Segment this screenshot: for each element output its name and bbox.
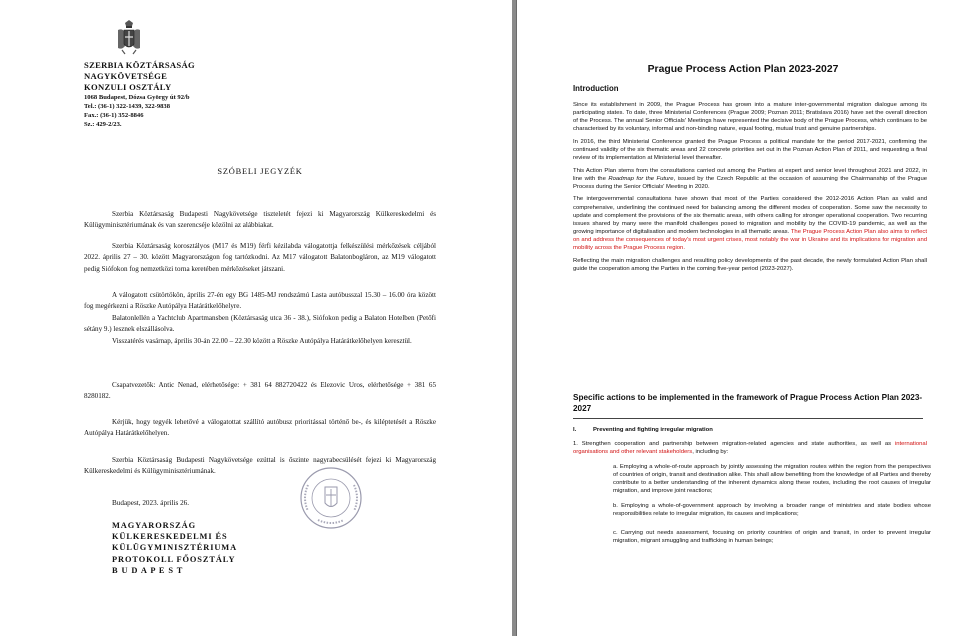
paragraph-text: A válogatott csütörtökön, április 27-én egy BG 1485-MJ rendszámú Lasta autóbusszal 15.30 – 16.00 óra között fog megérkezni a Röszke Autópálya Határátkelőhelyre. <box>84 291 436 311</box>
letterhead-line: NAGYKÖVETSÉGE <box>84 71 168 81</box>
letterhead-tel: Tel.: (36-1) 322-1439, 322-9838 <box>84 103 171 110</box>
paragraph <box>84 241 436 275</box>
letter-date: Budapest, 2023. április 26. <box>112 499 190 507</box>
letterhead-fax: Fax.: (36-1) 352-8846 <box>84 112 144 119</box>
section-number: I. <box>573 427 577 433</box>
intro-text: This Action Plan stems from the consultations carried out among the Parties at expert and senior level throughout 2021 and 2022, in line with the <box>573 167 927 182</box>
highlighted-red-text: international organisations and other relevant stakeholders <box>573 441 927 456</box>
paragraph-text: Szerbia Köztársaság Budapesti Nagykövetsége ezúttal is őszinte nagyrabecsülését fejezi ki Magyarország Külkereskedelmi és Külügyminisztériumának. <box>84 456 436 476</box>
action-plan-title: Prague Process Action Plan 2023-2027 <box>647 64 839 75</box>
embassy-letterhead <box>84 60 384 129</box>
roadmap-italic-text: Roadmap for the Future <box>608 175 674 182</box>
paragraph-text: Csapatvezetők: Antic Nenad, elérhetősége: + 381 64 882720422 és Elezovic Uros, elérhetősége + 381 65 8280182. <box>84 381 436 401</box>
specific-actions-heading: Specific actions to be implemented in the framework of Prague Process Action Plan 2023-2027 <box>573 393 923 413</box>
point-text <box>573 440 927 456</box>
letterhead-reference: Sz.: 429-2/23. <box>84 121 122 128</box>
paragraph-text: Visszatérés vasárnap, április 30-án 22.00 – 22.30 között a Röszke Autópálya Határátkelőhelyen keresztül. <box>112 337 412 345</box>
intro-paragraph <box>573 195 927 252</box>
paragraph <box>84 336 436 347</box>
intro-paragraph: In 2016, the third Ministerial Conference granted the Prague Process a political mandate for the period 2017-2021, confirming the continued validity of the six thematic areas and 22 concrete priorities set out in the Poznan Action Plan of 2011, and requesting a final review of its implementation at Ministerial level thereafter. <box>573 138 927 162</box>
recipient-line: MAGYARORSZÁG <box>112 521 197 530</box>
letterhead-address: 1068 Budapest, Dózsa György út 92/b <box>84 94 190 101</box>
intro-text: The intergovernmental consultations have shown that most of the Parties considered the 2012-2016 Action Plan as valid and comprehensive, underlining the continued need for balancing among the different modes of cooperation. Some saw the necessity to update and complement the provisions of the six thematic areas, with others calling for stronger operational cooperation. Two recurring issues shared by many were the manifold challenges posed to migration and mobility by the COVID-19 pandemic, as well as the growing importance of digitalisation and modern technologies in all thematic areas. <box>573 196 927 235</box>
paragraph-text: Szerbia Köztársaság korosztályos (M17 és M19) férfi kézilabda válogatottja felkészülési mérkőzések céljából 2022. április 27 – 30. között Magyarországon fog tartózkodni. Az M17 válogatott Balatonbogláron, az M19 válogatott pedig Siófokon fog nemzetközi torna keretében mérkőzéseket játszani. <box>84 242 436 273</box>
paragraph <box>84 209 436 232</box>
letterhead-line: SZERBIA KÖZTÁRSASÁG <box>84 60 196 70</box>
point-text-part: , including by: <box>692 449 729 456</box>
sub-point-text: b. Employing a whole-of-government approach by involving a broader range of ministries and state bodies whose responsibilities relate to irregular migration, its causes and implications; <box>613 503 931 518</box>
paragraph-text: Kérjük, hogy tegyék lehetővé a válogatottat szállító autóbusz prioritással történő be-, és kiléptetését a Röszke Autópálya Határátkelőhelyen. <box>84 418 436 438</box>
right-document-page <box>516 0 968 636</box>
section-divider <box>573 418 923 419</box>
sub-point-b <box>613 502 931 518</box>
section-title: Preventing and fighting irregular migration <box>593 427 713 433</box>
intro-paragraph: Since its establishment in 2009, the Prague Process has grown into a mature inter-governmental migration dialogue among its participating states. To date, three Ministerial Conferences (Prague 2009; Poznan 2011; Bratislava 2016) have set the overall direction of the Process. The annual Senior Officials' Meetings have represented the decisive body of the Prague Process, which continues to be characterised by its voluntary, informal and non-binding nature, equal footing, mutual trust and genuine partnerships. <box>573 102 927 133</box>
note-verbale-title: SZÓBELI JEGYZÉK <box>217 167 303 176</box>
action-point <box>573 440 927 456</box>
intro-paragraph: Reflecting the main migration challenges and resulting policy developments of the past decade, the newly formulated Action Plan shall guide the cooperation among the Parties in the coming five-year period (2023-2027). <box>573 257 927 272</box>
paragraph-text: Szerbia Köztársaság Budapesti Nagykövetsége tiszteletét fejezi ki Magyarország Külkereskedelmi és Külügyminisztériumának és van szerencséje közölni az alábbiakat. <box>84 210 436 230</box>
recipient-line: B U D A P E S T <box>112 565 184 575</box>
intro-text: , issued by the Czech Republic at the occasion of assuming the Chairmanship of the Prague Process during the Senior Officials' Meeting in 2020. <box>573 175 928 190</box>
paragraph <box>84 455 436 478</box>
introduction-heading: Introduction <box>573 84 619 93</box>
introduction-body <box>573 101 927 277</box>
recipient-line: KÜLÜGYMINISZTÉRIUMA <box>112 543 238 553</box>
sub-point-text: c. Carrying out needs assessment, focusing on priority countries of origin and transit, in order to prevent irregular migration, migrant smuggling and trafficking in human beings; <box>613 530 931 545</box>
embassy-stamp-icon <box>298 465 364 531</box>
recipient-line: PROTOKOLL FŐOSZTÁLY <box>112 554 236 564</box>
recipient-line: KÜLKERESKEDELMI ÉS <box>112 532 228 542</box>
section-heading <box>573 427 713 433</box>
serbia-coat-of-arms-icon <box>116 20 142 56</box>
intro-paragraph <box>573 167 927 191</box>
paragraph <box>84 313 436 336</box>
sub-point-c <box>613 529 931 545</box>
recipient-block <box>112 520 237 576</box>
point-text-part: 1. Strengthen cooperation and partnership between migration-related agencies and state authorities, as well as <box>573 441 895 447</box>
sub-point-text: a. Employing a whole-of-route approach by jointly assessing the migration routes within the region from the perspectives of countries of origin, transit and destination alike. This shall allow benefiting from the knowledge of all Parties and thereby contribute to a better understanding of the inherent dynamics along these routes, including the root causes of irregular migration, and improve joint reactions; <box>613 464 931 495</box>
paragraph <box>84 290 436 313</box>
sub-point-a <box>613 463 931 495</box>
paragraph-text: Balatonlellén a Yachtclub Apartmansben (Köztársaság utca 36 - 38.), Siófokon pedig a Balaton Hotelben (Petőfi sétány 9.) lesznek elszállásolva. <box>84 314 436 334</box>
highlighted-red-text: The Prague Process Action Plan also aims to reflect on and address the consequences of today's most urgent crises, most notably the war in Ukraine and its implications for migration and mobility across the Prague Process region. <box>573 228 927 251</box>
paragraph <box>84 417 436 440</box>
letterhead-line: KONZULI OSZTÁLY <box>84 82 172 92</box>
paragraph <box>84 380 436 403</box>
